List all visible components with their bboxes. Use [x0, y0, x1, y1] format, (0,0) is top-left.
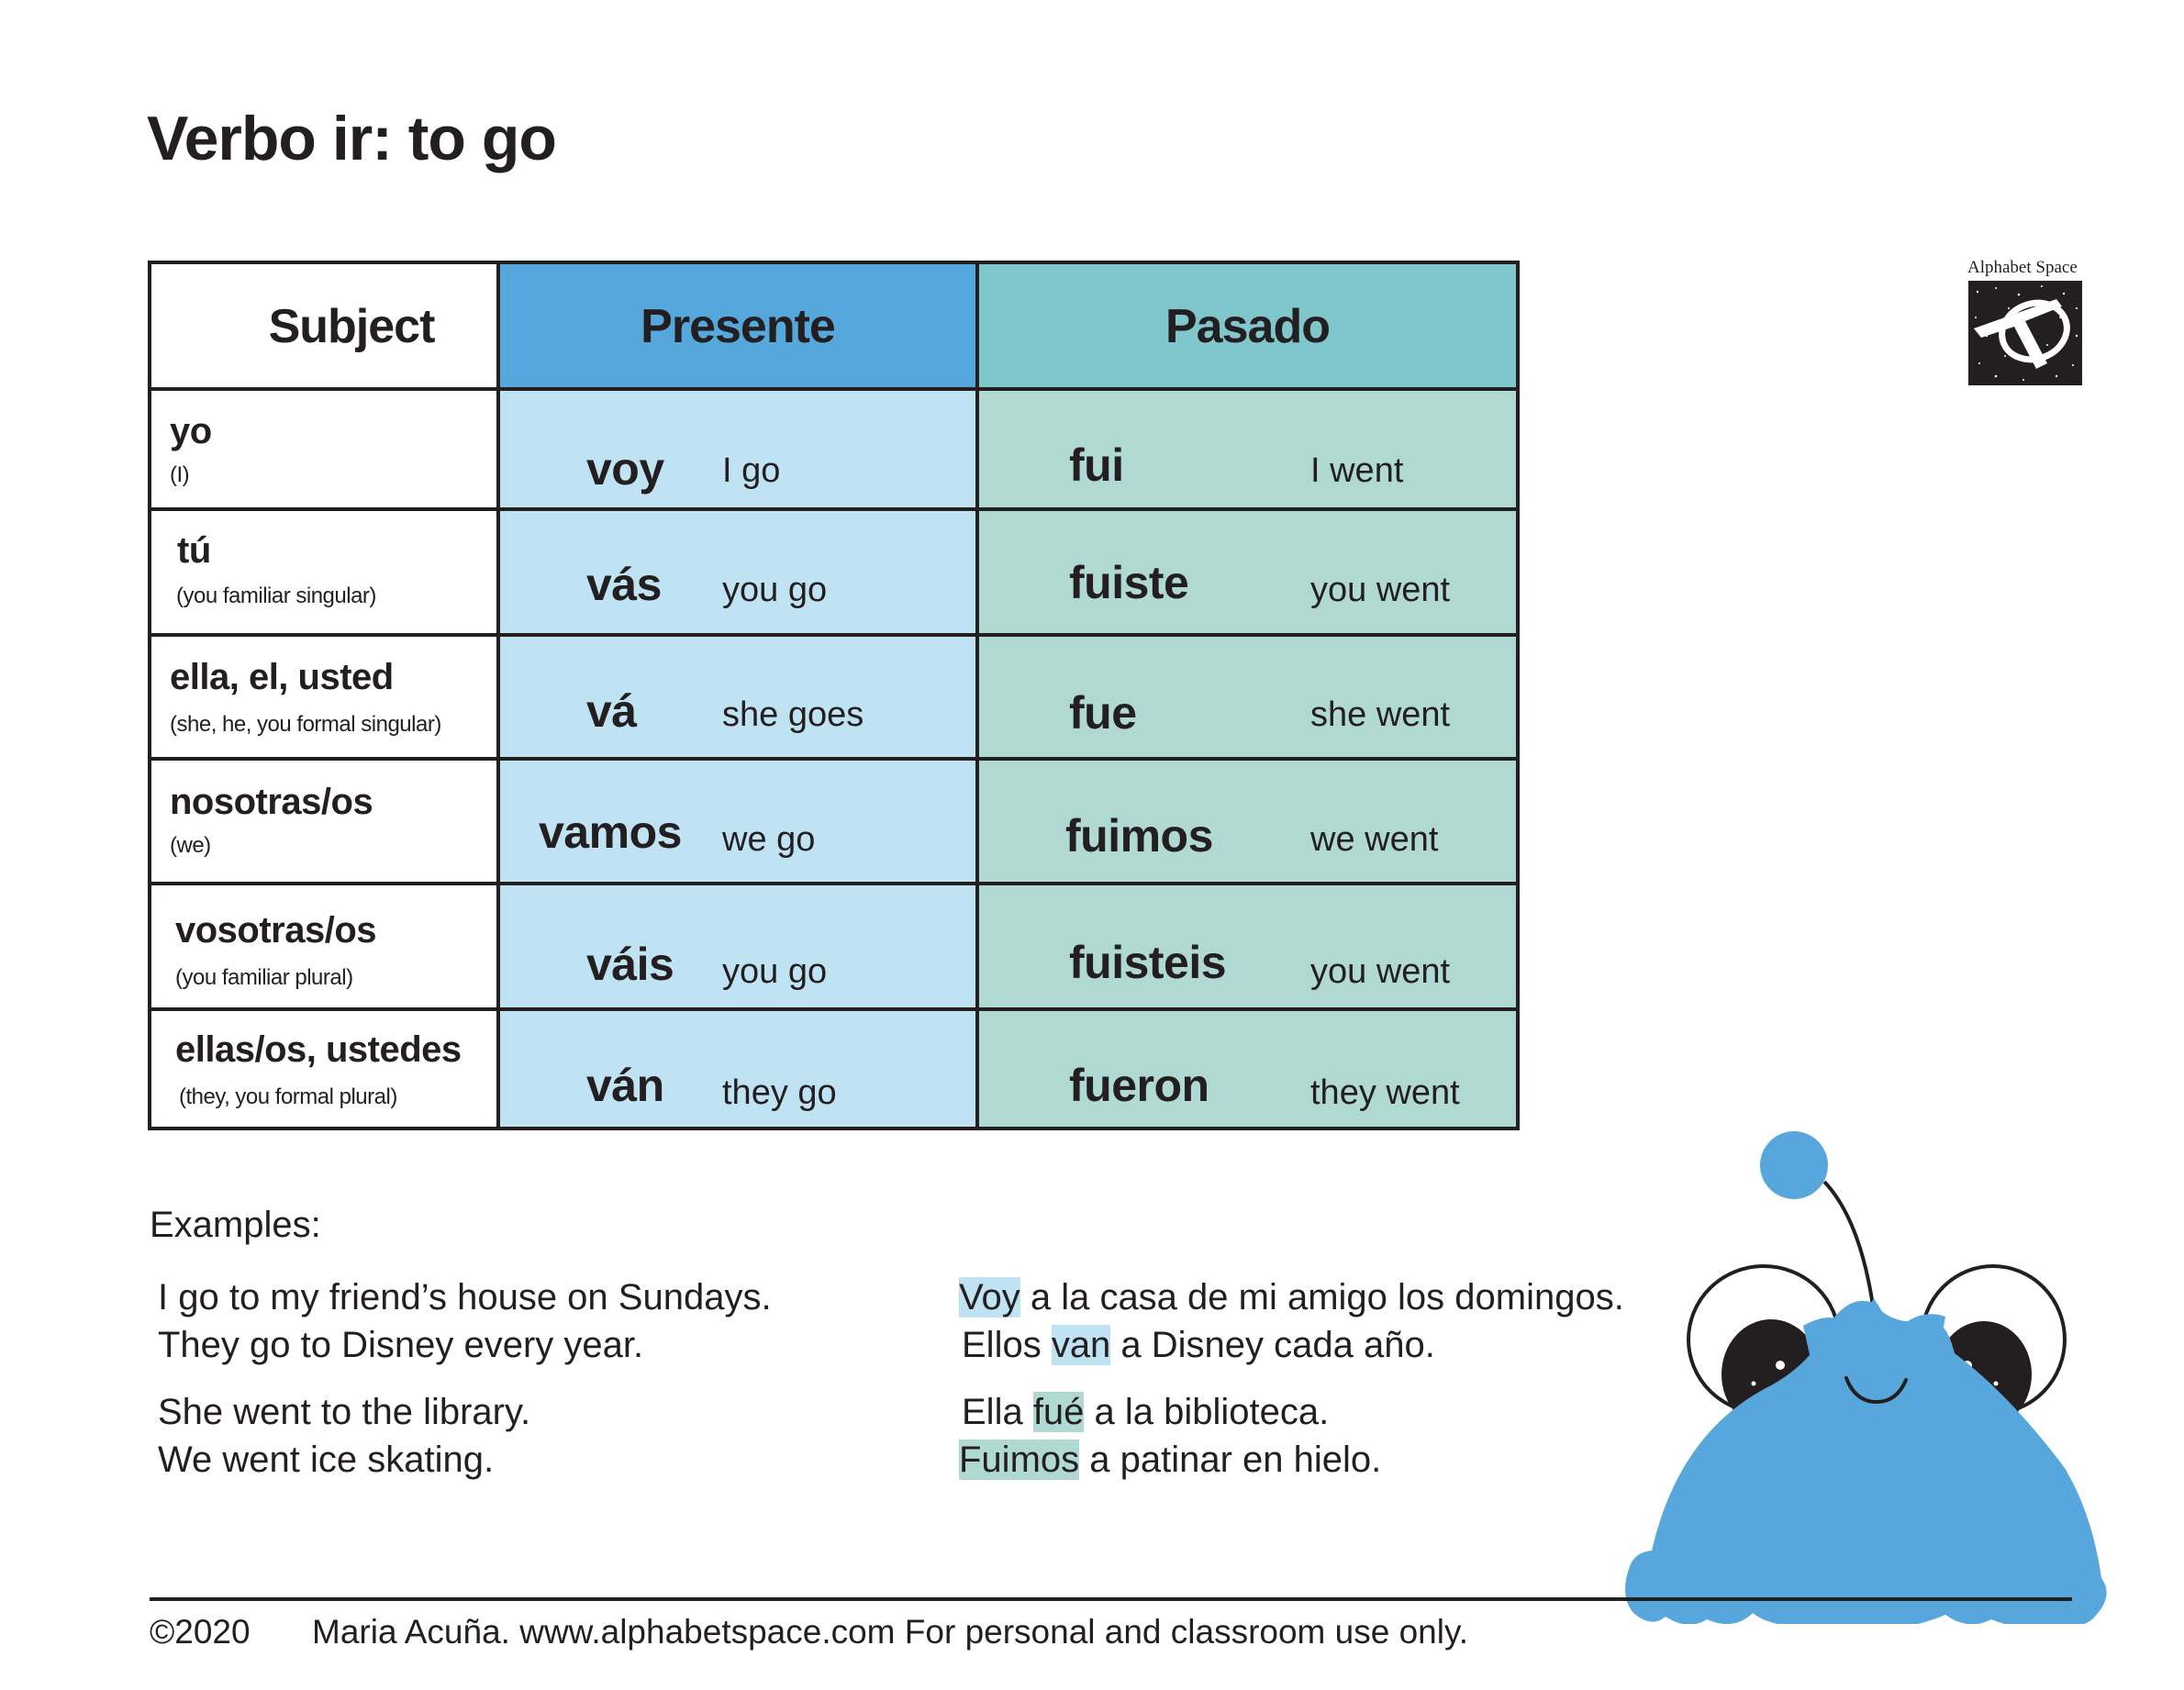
example-spanish: Ella fué a la biblioteca. [962, 1392, 1330, 1432]
header-pasado: Pasado [979, 264, 1516, 389]
example-english: I go to my friend’s house on Sundays. [158, 1277, 772, 1318]
presente-translation: she goes [722, 695, 864, 734]
presente-verb: vás [586, 559, 662, 610]
footer-credit: Maria Acuña. www.alphabetspace.com For personal and classroom use only. [312, 1613, 1469, 1651]
pasado-verb: fuiste [1069, 557, 1189, 608]
example-spanish: Fuimos a patinar en hielo. [959, 1440, 1382, 1480]
pasado-verb: fui [1069, 439, 1124, 491]
row-divider [151, 633, 1516, 637]
example-english: She went to the library. [158, 1392, 531, 1432]
subject-pronoun: ella, el, usted [170, 657, 394, 697]
row-divider [151, 757, 1516, 761]
row-divider [151, 387, 1516, 391]
pasado-translation: you went [1310, 571, 1451, 609]
pasado-translation: we went [1310, 820, 1439, 859]
footer-divider [150, 1597, 2072, 1601]
subject-pronoun: vosotras/os [175, 910, 377, 951]
row-divider [151, 1007, 1516, 1011]
presente-translation: we go [722, 820, 816, 859]
pasado-verb: fueron [1069, 1060, 1209, 1111]
pasado-translation: they went [1310, 1073, 1460, 1112]
logo-label: Alphabet Space [1967, 258, 2078, 277]
pasado-translation: I went [1310, 451, 1404, 490]
presente-translation: you go [722, 952, 828, 991]
subject-pronoun: ellas/os, ustedes [175, 1029, 462, 1070]
pasado-translation: you went [1310, 952, 1451, 991]
row-divider [151, 507, 1516, 511]
conjugation-table [148, 261, 1520, 1130]
presente-verb: vá [586, 685, 637, 737]
alphabet-space-logo-icon [1968, 281, 2082, 385]
pasado-verb: fuimos [1065, 810, 1213, 862]
example-spanish: Voy a la casa de mi amigo los domingos. [959, 1277, 1624, 1318]
page-title: Verbo ir: to go [147, 104, 556, 173]
subject-note: (we) [170, 833, 211, 858]
subject-pronoun: yo [170, 411, 212, 451]
subject-note: (they, you formal plural) [179, 1084, 397, 1109]
pasado-verb: fuisteis [1069, 937, 1227, 988]
presente-verb: vamos [539, 806, 682, 858]
presente-translation: they go [722, 1073, 837, 1112]
verb-highlight: Fuimos [959, 1440, 1080, 1480]
example-english: They go to Disney every year. [158, 1325, 644, 1365]
pasado-translation: she went [1310, 695, 1451, 734]
footer-copyright: ©2020 [150, 1613, 251, 1651]
subject-note: (I) [170, 462, 190, 487]
row-divider [151, 882, 1516, 885]
subject-note: (you familiar plural) [175, 965, 353, 990]
presente-verb: ván [586, 1060, 664, 1111]
presente-verb: váis [586, 939, 674, 990]
presente-verb: voy [586, 443, 664, 495]
header-subject: Subject [151, 264, 496, 389]
verb-highlight: fué [1032, 1392, 1085, 1432]
header-presente: Presente [500, 264, 975, 389]
examples-label: Examples: [150, 1205, 321, 1245]
example-english: We went ice skating. [158, 1440, 495, 1480]
subject-note: (she, he, you formal singular) [170, 712, 441, 737]
verb-highlight: van [1051, 1325, 1111, 1365]
verb-highlight: Voy [959, 1277, 1020, 1318]
presente-translation: you go [722, 571, 828, 609]
subject-note: (you familiar singular) [176, 584, 376, 608]
presente-translation: I go [722, 451, 781, 490]
blue-alien-mascot-icon [1615, 1129, 2147, 1624]
subject-pronoun: tú [177, 530, 211, 571]
pasado-verb: fue [1069, 687, 1137, 739]
example-spanish: Ellos van a Disney cada año. [962, 1325, 1435, 1365]
subject-pronoun: nosotras/os [170, 782, 373, 822]
